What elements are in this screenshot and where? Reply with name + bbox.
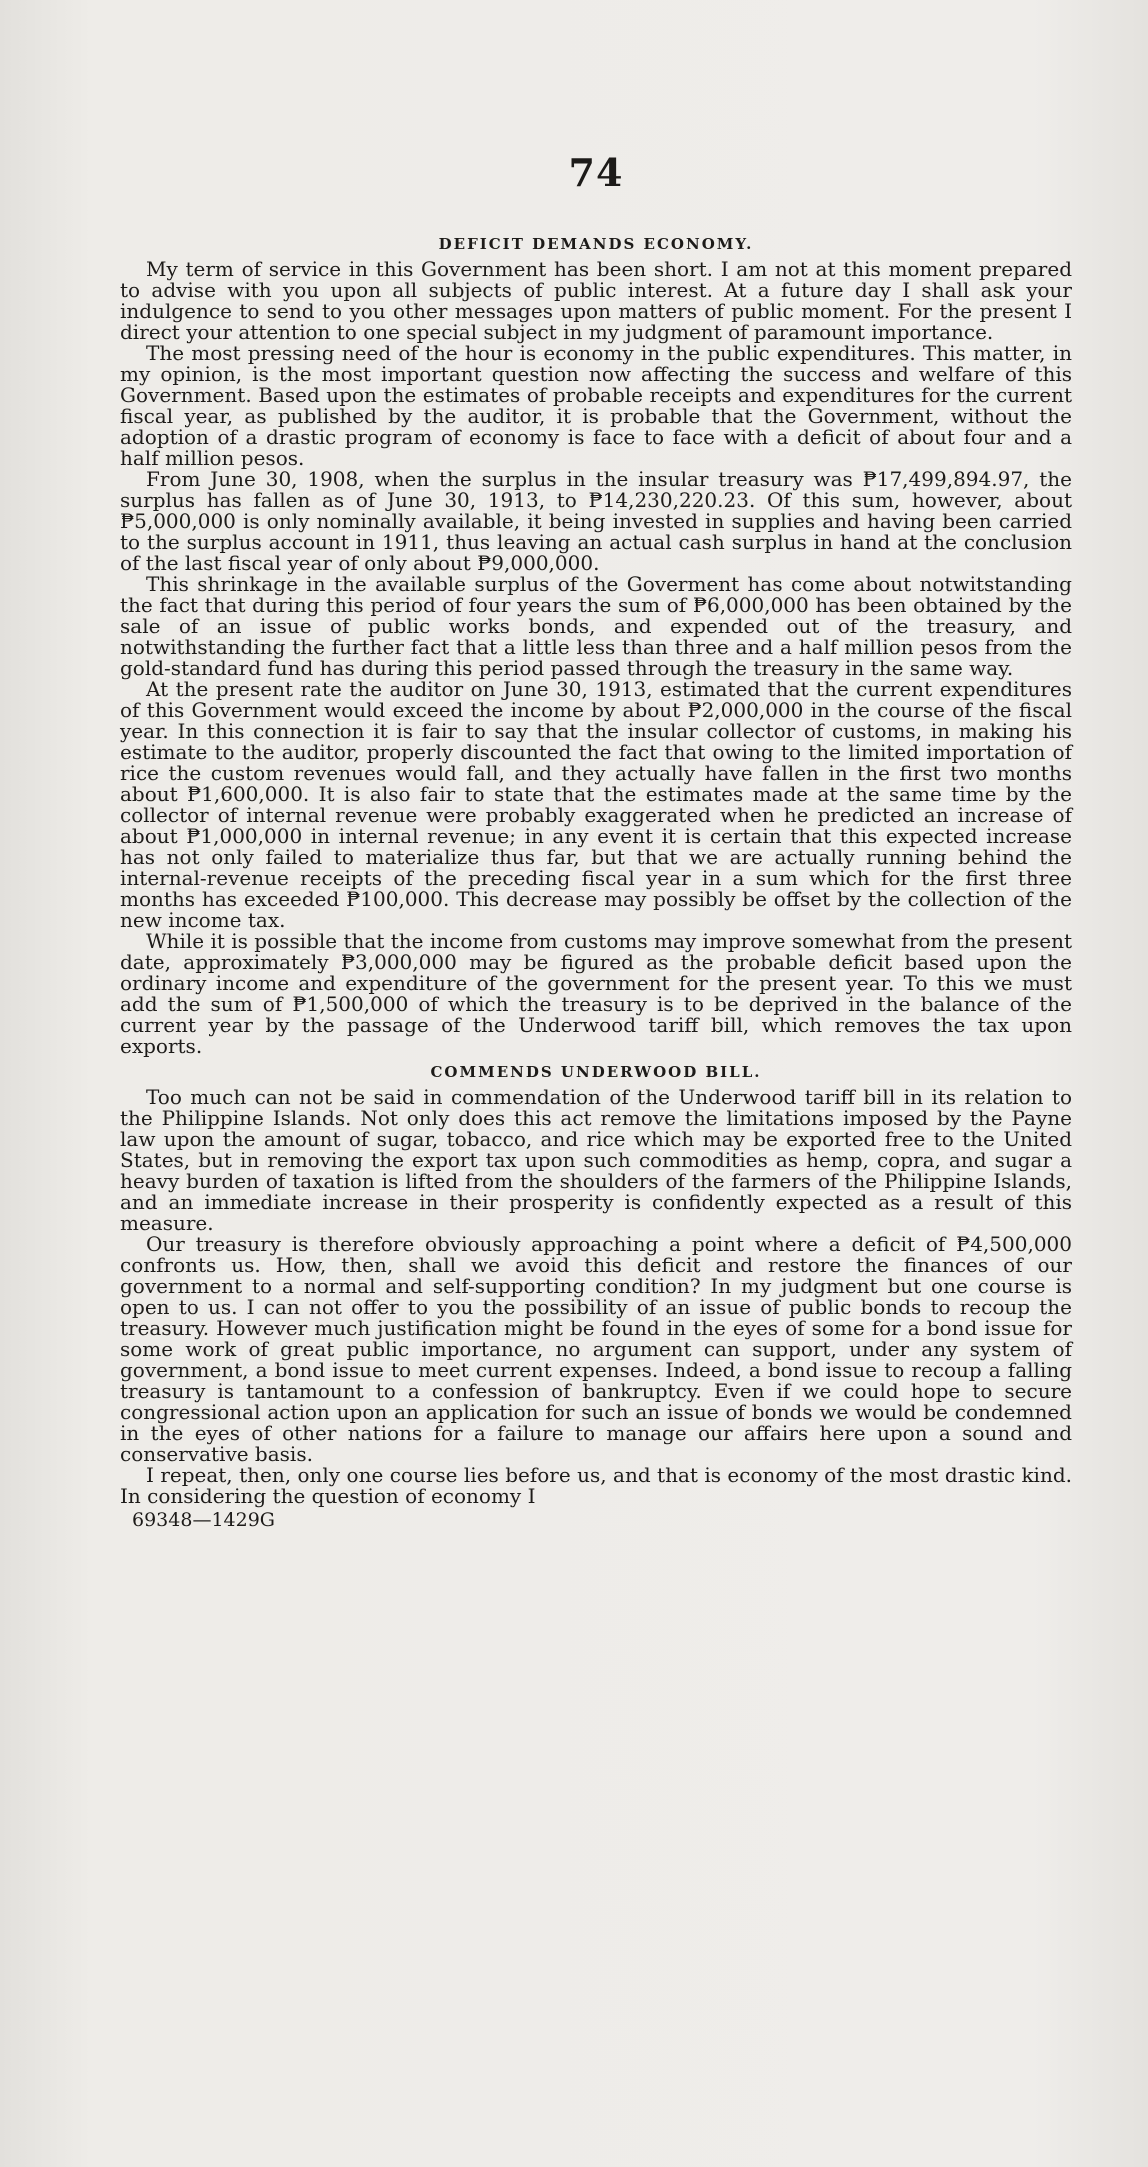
paragraph: This shrinkage in the available surplus of the Goverment has come about notwitstanding the fact that during this period of four years the sum of ₱6,000,000 has been obtained by the sale of an issue of public works bonds, and expended out of the treasury, and notwithstanding the further fact that a little less than three and a half million pesos from the gold-standard fund has during this period passed through the treasury in the same way. xyxy=(120,572,1072,680)
paragraph: Too much can not be said in commendation of the Underwood tariff bill in its relation to the Philippine Islands. Not only does this act remove the limitations imposed by the Payne law upon the amount of sugar, tobacco, and rice which may be exported free to the United States, but in removing the export tax upon such commodities as hemp, copra, and sugar a heavy burden of taxation is lifted from the shoulders of the farmers of the Philippine Islands, and an immediate increase in their prosperity is confidently expected as a result of this measure. xyxy=(120,1085,1072,1235)
section-heading: COMMENDS UNDERWOOD BILL. xyxy=(430,1063,762,1081)
paragraph: Our treasury is therefore obviously approaching a point where a deficit of ₱4,500,000 confronts us. How, then, shall we avoid this deficit and restore the finances of our government to a normal and self-supporting condition? In my judgment but one course is open to us. I can not offer to you the possibility of an issue of public bonds to recoup the treasury. However much justification might be found in the eyes of some for a bond issue for some work of great public importance, no argument can support, under any system of government, a bond issue to meet current expenses. Indeed, a bond issue to recoup a falling treasury is tantamount to a confession of bankruptcy. Even if we could hope to secure congressional action upon an application for such an issue of bonds we would be condemned in the eyes of other nations for a failure to manage our affairs here upon a sound and conservative basis. xyxy=(120,1232,1072,1466)
printer-code: 69348—1429G xyxy=(132,1509,275,1531)
paragraph: At the present rate the auditor on June 30, 1913, estimated that the current expenditures of this Government would exceed the income by about ₱2,000,000 in the course of the fiscal year. In this connection it is fair to say that the insular collector of customs, in making his estimate to the auditor, properly discounted the fact that owing to the limited importation of rice the custom revenues would fall, and they actually have fallen in the first two months about ₱1,600,000. It is also fair to state that the estimates made at the same time by the collector of internal revenue were probably exaggerated when he predicted an increase of about ₱1,000,000 in internal revenue; in any event it is certain that this expected increase has not only failed to materialize thus far, but that we are actually running behind the internal-revenue receipts of the preceding fiscal year in a sum which for the first three months has exceeded ₱100,000. This decrease may possibly be offset by the collection of the new income tax. xyxy=(120,677,1072,932)
text-column xyxy=(120,150,1072,1531)
paragraph: I repeat, then, only one course lies before us, and that is economy of the most drastic kind. In considering the question of economy I xyxy=(120,1463,1072,1508)
paragraph: The most pressing need of the hour is economy in the public expenditures. This matter, in my opinion, is the most important question now affecting the success and welfare of this Government. Based upon the estimates of probable receipts and expenditures for the current fiscal year, as published by the auditor, it is probable that the Government, without the adoption of a drastic program of economy is face to face with a deficit of about four and a half million pesos. xyxy=(120,341,1072,470)
paragraph: From June 30, 1908, when the surplus in the insular treasury was ₱17,499,894.97, the surplus has fallen as of June 30, 1913, to ₱14,230,220.23. Of this sum, however, about ₱5,000,000 is only nominally available, it being invested in supplies and having been carried to the surplus account in 1911, thus leaving an actual cash surplus in hand at the conclusion of the last fiscal year of only about ₱9,000,000. xyxy=(120,467,1072,575)
paragraph: My term of service in this Government has been short. I am not at this moment prepared to advise with you upon all subjects of public interest. At a future day I shall ask your indulgence to send to you other messages upon matters of public moment. For the present I direct your attention to one special subject in my judgment of paramount importance. xyxy=(120,257,1072,344)
page-number: 74 xyxy=(568,150,624,195)
section-heading: DEFICIT DEMANDS ECONOMY. xyxy=(438,235,754,253)
paragraph: While it is possible that the income from customs may improve somewhat from the present date, approximately ₱3,000,000 may be figured as the probable deficit based upon the ordinary income and expenditure of the government for the present year. To this we must add the sum of ₱1,500,000 of which the treasury is to be deprived in the balance of the current year by the passage of the Underwood tariff bill, which removes the tax upon exports. xyxy=(120,929,1072,1058)
